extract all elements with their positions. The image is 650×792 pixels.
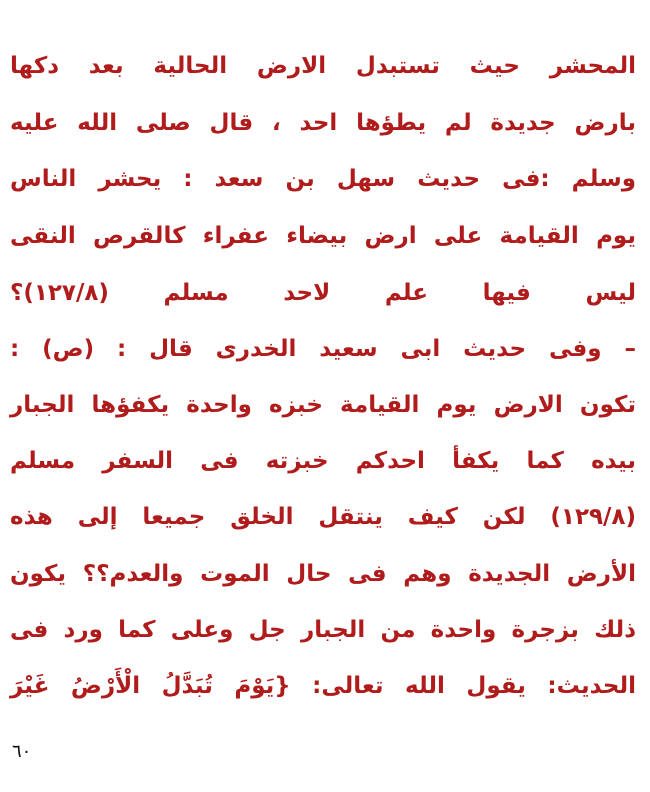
text-line-11: ذلك بزجرة واحدة من الجبار جل وعلى كما ورد فى: [10, 617, 636, 643]
text-line-7: تكون الارض يوم القيامة خبزه واحدة يكفؤها الجبار: [10, 392, 636, 418]
text-line-6: – وفى حديث ابى سعيد الخدرى قال : (ص) :: [10, 336, 636, 362]
text-line-8: بيده كما يكفأ احدكم خبزته فى السفر مسلم: [10, 448, 636, 474]
text-line-4: يوم القيامة على ارض بيضاء عفراء كالقرص النقى: [10, 223, 636, 249]
text-line-3: وسلم :فى حديث سهل بن سعد : يحشر الناس: [10, 166, 636, 192]
text-line-5: ليس فيها علم لاحد مسلم (١٢٧/٨)؟: [10, 280, 636, 306]
page-number: ٦٠: [12, 741, 32, 762]
text-line-1: المحشر حيث تستبدل الارض الحالية بعد دكها: [10, 53, 636, 79]
text-line-10: الأرض الجديدة وهم فى حال الموت والعدم؟؟ يكون: [10, 561, 636, 587]
text-line-12: الحديث: يقول الله تعالى: {يَوْمَ تُبَدَّلُ الْأَرْضُ غَيْرَ: [10, 673, 636, 699]
text-line-2: بارض جديدة لم يطؤها احد ، قال صلى الله عليه: [10, 110, 636, 136]
text-line-9: (١٢٩/٨) لكن كيف ينتقل الخلق جميعا إلى هذه: [10, 504, 636, 530]
